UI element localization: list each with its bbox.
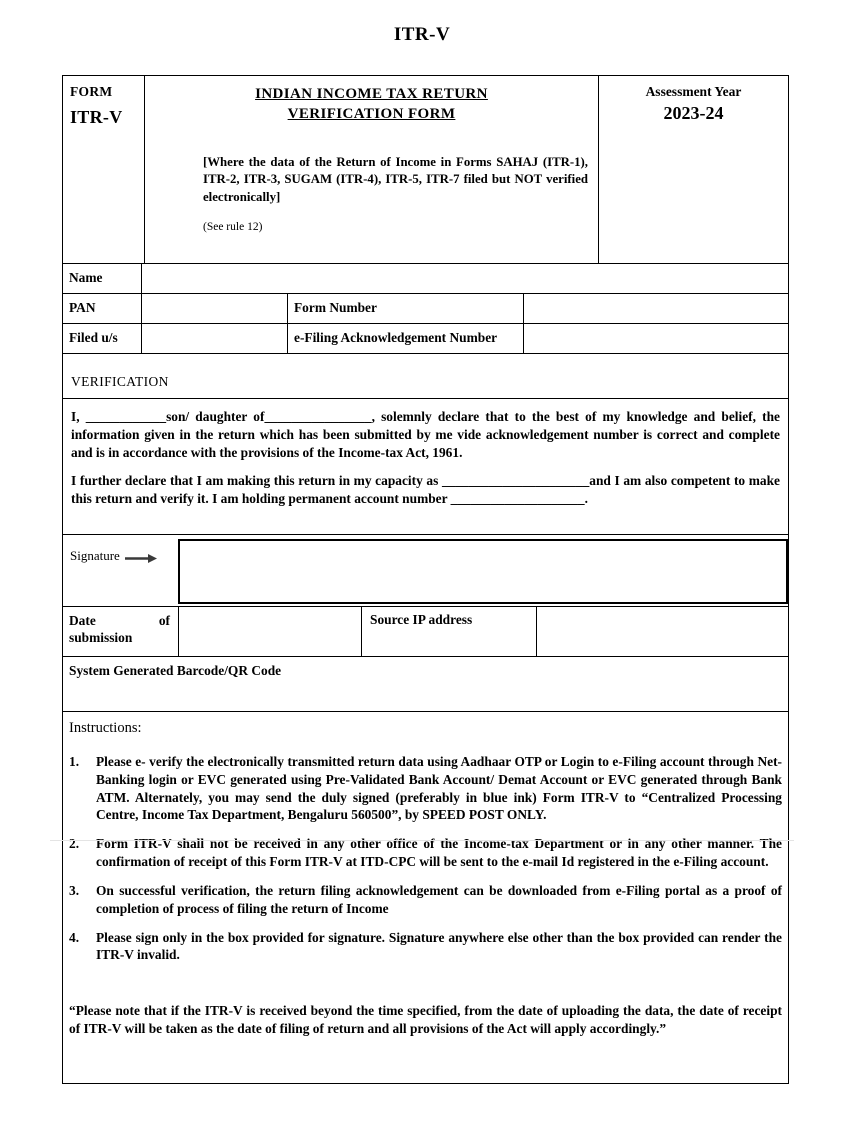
name-label: Name	[69, 270, 103, 285]
declaration-row	[63, 398, 788, 534]
form-code: ITR-V	[70, 107, 123, 127]
instruction-number-2: 2.	[69, 836, 80, 852]
form-number-label: Form Number	[287, 294, 523, 323]
form-label: FORM	[70, 84, 113, 99]
filed-us-value-cell	[141, 324, 287, 353]
form-header-row	[63, 76, 788, 263]
declaration-para-1: I, ____________son/ daughter of________________, solemnly declare that to the best of my knowledge and belief, the information given in the return which has been submitted by me vide acknowledgement number is correct and complete and is in accordance with the provisions of the Income-tax Act, 1961.	[71, 409, 780, 460]
instruction-item-2	[69, 835, 782, 871]
rule-reference: (See rule 12)	[203, 220, 263, 233]
name-row	[63, 263, 788, 293]
signature-arrow-icon	[124, 548, 158, 568]
itr-v-form-table	[62, 75, 789, 1084]
late-receipt-note: “Please note that if the ITR-V is received beyond the time specified, from the date of uploading the data, the date of receipt of ITR-V will be taken as the date of filing of return and all provisions of the Act will apply accordingly.”	[69, 1003, 782, 1037]
instruction-item-1	[69, 753, 782, 824]
instruction-number-1: 1.	[69, 754, 80, 769]
assessment-year-cell	[598, 76, 788, 263]
signature-row	[63, 534, 788, 606]
instructions-heading: Instructions:	[69, 720, 142, 736]
instruction-text-2: Form ITR-V shall not be received in any other office of the Income-tax Department or in any other manner. The confirmation of receipt of this Form ITR-V at ITD-CPC will be sent to the e-mail Id registered in the e-Filing account.	[96, 836, 782, 870]
form-code-cell	[63, 76, 144, 263]
filed-us-row	[63, 323, 788, 353]
instructions-section	[63, 712, 788, 1050]
form-number-value-cell	[523, 294, 788, 323]
name-value-cell	[141, 264, 788, 293]
date-of-submission-label: Date of submission	[69, 613, 170, 646]
instruction-item-3	[69, 882, 782, 918]
signature-box	[178, 539, 788, 604]
instruction-text-4: Please sign only in the box provided for signature. Signature anywhere else other than the box provided can render the ITR-V invalid.	[96, 929, 782, 963]
instruction-text-3: On successful verification, the return filing acknowledgement can be downloaded from e-Filing portal as a proof of completion of process of filing the return of Income	[96, 882, 782, 916]
form-title-cell	[144, 76, 598, 263]
date-of-submission-value-cell	[178, 607, 361, 656]
verification-heading-row	[63, 353, 788, 398]
date-ip-row	[63, 606, 788, 656]
form-main-title-line1: INDIAN INCOME TAX RETURN	[255, 86, 488, 102]
pan-row	[63, 293, 788, 323]
ack-number-value-cell	[523, 324, 788, 353]
form-applicability-note: [Where the data of the Return of Income in Forms SAHAJ (ITR-1), ITR-2, ITR-3, SUGAM (ITR-4), ITR-5, ITR-7 filed but NOT verified electronically]	[203, 155, 588, 204]
filed-us-label: Filed u/s	[69, 330, 118, 345]
page-title: ITR-V	[393, 24, 451, 45]
signature-label: Signature	[70, 548, 120, 563]
instructions-row	[63, 711, 788, 1083]
assessment-year-value: 2023-24	[663, 103, 724, 123]
source-ip-label: Source IP address	[361, 607, 536, 656]
signature-label-cell	[63, 535, 178, 606]
instruction-item-4	[69, 929, 782, 965]
declaration-text	[63, 399, 788, 534]
instruction-number-4: 4.	[69, 929, 80, 945]
pan-label: PAN	[69, 300, 96, 315]
form-main-title	[153, 85, 590, 124]
instruction-number-3: 3.	[69, 882, 80, 898]
ack-number-label: e-Filing Acknowledgement Number	[287, 324, 523, 353]
barcode-row	[63, 656, 788, 711]
form-main-title-line2: VERIFICATION FORM	[287, 105, 456, 122]
source-ip-value-cell	[536, 607, 788, 656]
assessment-year-label: Assessment Year	[645, 84, 742, 99]
barcode-label: System Generated Barcode/QR Code	[69, 663, 282, 678]
declaration-para-2: I further declare that I am making this return in my capacity as ______________________and I am also competent to make this return and verify it. I am holding permanent account number ____________________.	[71, 473, 780, 507]
instruction-text-1: Please e- verify the electronically transmitted return data using Aadhaar OTP or Login to e-Filing account through Net-Banking login or EVC generated using Pre-Validated Bank Account/ Demat Account or EVC generated through Bank ATM. Alternately, you may send the duly signed (preferably in blue ink) Form ITR-V to “Centralized Processing Centre, Income Tax Department, Bengaluru 560500”, by SPEED POST ONLY.	[96, 754, 782, 823]
verification-heading: VERIFICATION	[71, 374, 169, 389]
pan-value-cell	[141, 294, 287, 323]
